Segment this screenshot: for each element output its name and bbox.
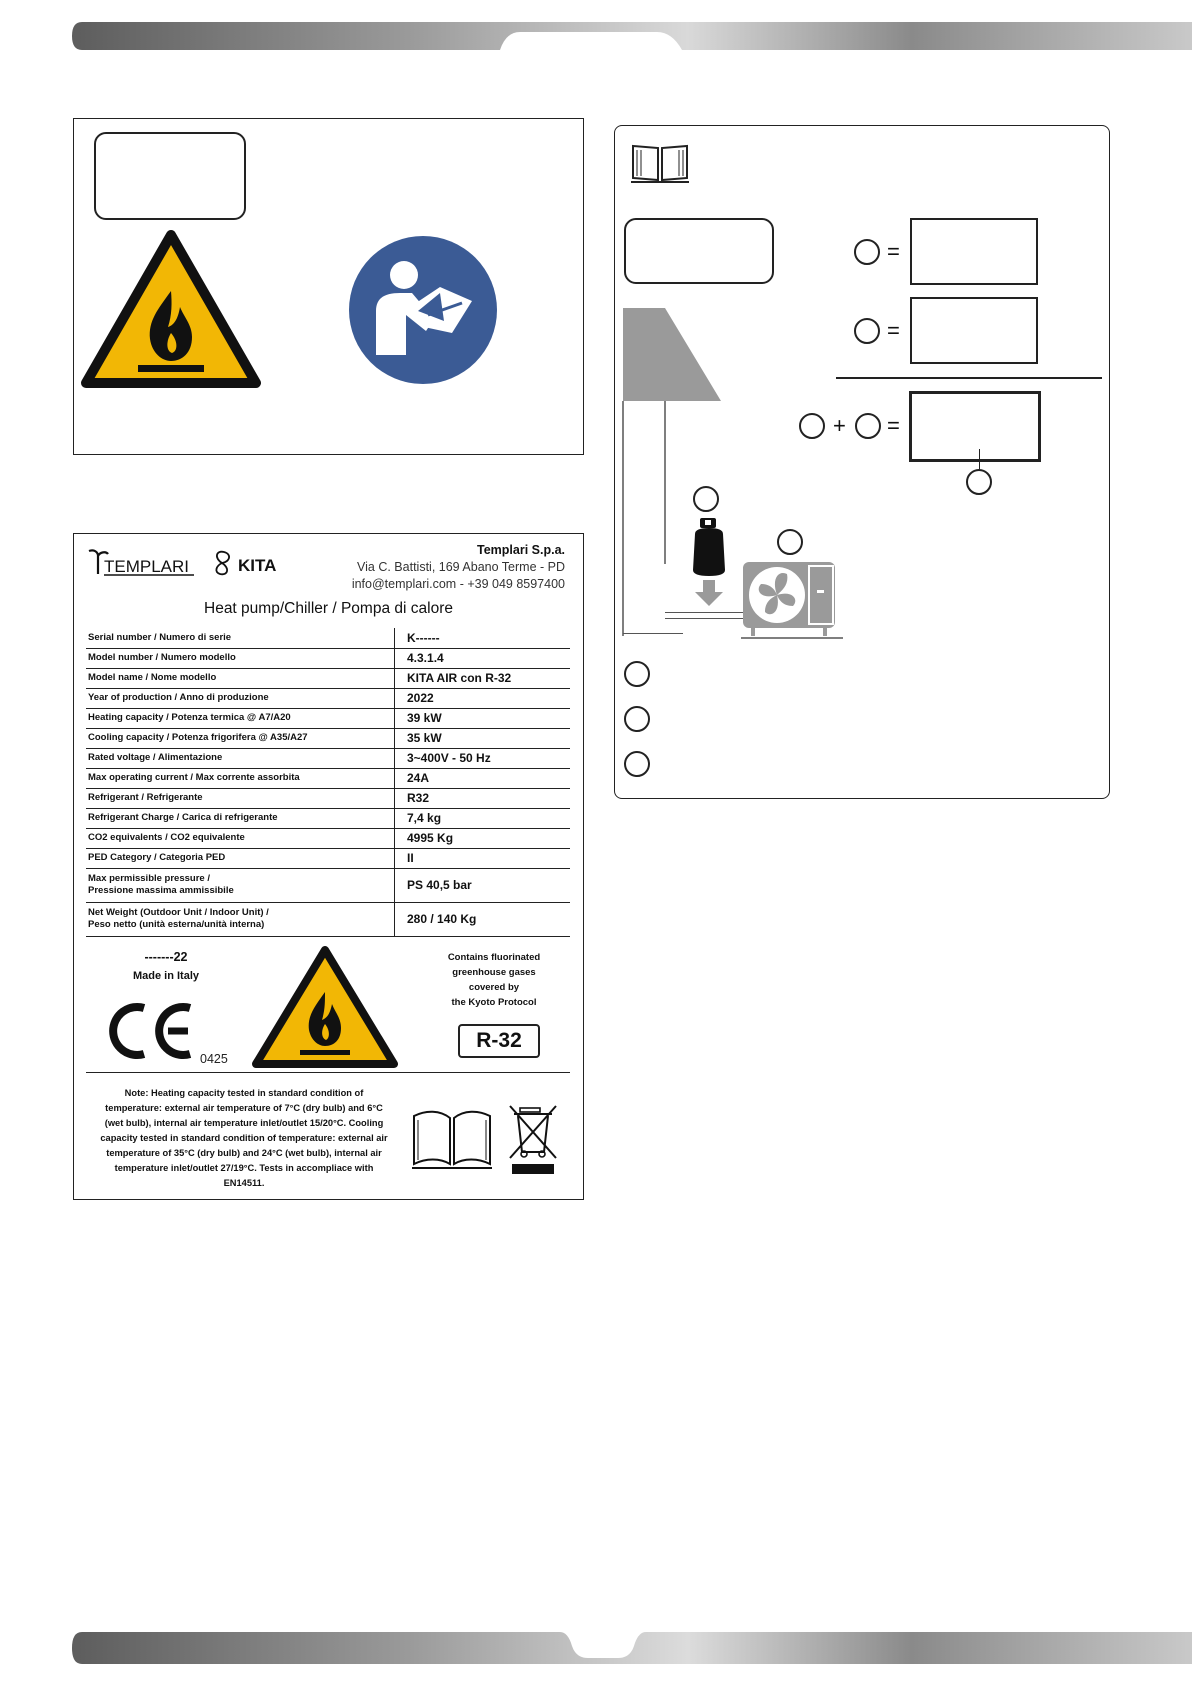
read-manual-icon <box>348 235 498 385</box>
table-row <box>86 648 570 668</box>
note-line: temperature of 35°C (dry bulb) and 24°C (wet bulb), internal air <box>106 1148 382 1158</box>
row-value: 4995 Kg <box>395 828 571 848</box>
row-value: 2022 <box>395 688 571 708</box>
row-label: Model number / Numero modello <box>86 648 395 668</box>
row-value: KITA AIR con R-32 <box>395 668 571 688</box>
fgas-line: the Kyoto Protocol <box>451 997 537 1008</box>
table-row <box>86 728 570 748</box>
row-value: K------ <box>395 628 571 648</box>
table-row <box>86 628 570 648</box>
table-row <box>86 828 570 848</box>
row-label: Refrigerant / Refrigerante <box>86 788 395 808</box>
row-value: 35 kW <box>395 728 571 748</box>
row-label: PED Category / Categoria PED <box>86 848 395 868</box>
row-label-line: Peso netto (unità esterna/unità interna) <box>88 919 265 930</box>
rating-nameplate <box>73 533 584 1200</box>
note-line: (wet bulb), internal air temperature inlet/outlet 15/20°C. Cooling <box>104 1118 384 1128</box>
row-label: Serial number / Numero di serie <box>86 628 395 648</box>
row-label-line: Max permissible pressure / <box>88 873 210 884</box>
note-line: temperature inlet/outlet 27/19°C. Tests in accompliace with <box>114 1163 374 1173</box>
row-label: Cooling capacity / Potenza frigorifera @ A35/A27 <box>86 728 395 748</box>
nameplate-title: Heat pump/Chiller / Pompa di calore <box>204 600 453 617</box>
notified-body-number: 0425 <box>200 1052 228 1066</box>
row-label: Max operating current / Max corrente assorbita <box>86 768 395 788</box>
equals-sign: = <box>887 239 900 264</box>
circle-marker <box>854 239 880 265</box>
fgas-line: covered by <box>468 982 520 993</box>
table-row <box>86 902 570 936</box>
made-in-italy: Made in Italy <box>132 970 200 982</box>
row-value: 7,4 kg <box>395 808 571 828</box>
row-label <box>86 868 395 902</box>
open-book-icon <box>410 1106 494 1170</box>
row-label: Rated voltage / Alimentazione <box>86 748 395 768</box>
table-row <box>86 708 570 728</box>
note-line: capacity tested in standard condition of temperature: external air <box>100 1133 388 1143</box>
company-contact: info@templari.com - +39 049 8597400 <box>351 577 565 591</box>
flammable-warning-icon <box>80 229 262 391</box>
nameplate-divider <box>86 1072 570 1073</box>
row-label: Refrigerant Charge / Carica di refrigerante <box>86 808 395 828</box>
equals-sign: = <box>887 413 900 438</box>
company-address: Via C. Battisti, 169 Abano Terme - PD <box>357 560 565 574</box>
legend-marker-2 <box>624 706 650 732</box>
table-row <box>86 848 570 868</box>
sum-line <box>836 377 1102 379</box>
row-label: Year of production / Anno di produzione <box>86 688 395 708</box>
kita-logo <box>206 548 296 578</box>
table-row <box>86 808 570 828</box>
row-label: CO2 equivalents / CO2 equivalente <box>86 828 395 848</box>
header-bar <box>72 22 1192 56</box>
serial-suffix: -------22 <box>144 950 188 964</box>
row-value: 24A <box>395 768 571 788</box>
row-label: Model name / Nome modello <box>86 668 395 688</box>
pipe-to-unit <box>665 612 745 613</box>
outdoor-unit-icon <box>741 560 843 640</box>
spec-table <box>86 628 570 937</box>
open-book-icon <box>629 140 691 186</box>
row-value: 280 / 140 Kg <box>395 902 571 936</box>
refrigerant-badge: R-32 <box>458 1024 540 1058</box>
svg-text:KITA: KITA <box>238 556 277 575</box>
plus-sign: + <box>833 413 846 438</box>
circle-marker <box>966 469 992 495</box>
row-value: II <box>395 848 571 868</box>
circle-marker <box>777 529 803 555</box>
templari-logo <box>86 548 198 578</box>
test-conditions-note <box>88 1086 400 1191</box>
crossed-bin-icon <box>506 1102 560 1178</box>
table-row <box>86 748 570 768</box>
pipe-to-unit-2 <box>665 618 745 619</box>
value-box <box>910 297 1038 364</box>
row-value: 4.3.1.4 <box>395 648 571 668</box>
footer-bar <box>72 1628 1192 1664</box>
table-row <box>86 768 570 788</box>
note-line: Note: Heating capacity tested in standard condition of <box>124 1088 364 1098</box>
circle-marker <box>693 486 719 512</box>
company-name: Templari S.p.a. <box>477 543 565 557</box>
fgas-line: Contains fluorinated <box>447 952 541 963</box>
pipe-bottom <box>623 633 683 634</box>
total-value-box <box>909 391 1041 462</box>
legend-marker-3 <box>624 751 650 777</box>
warning-panel <box>73 118 584 455</box>
table-row <box>86 788 570 808</box>
fgas-line: greenhouse gases <box>452 967 536 978</box>
note-line: temperature: external air temperature of 7°C (dry bulb) and 6°C <box>105 1103 383 1113</box>
row-value: PS 40,5 bar <box>395 868 571 902</box>
company-info <box>352 542 565 593</box>
circle-marker <box>854 318 880 344</box>
row-value: 3~400V - 50 Hz <box>395 748 571 768</box>
table-row <box>86 688 570 708</box>
row-label-line: Pressione massima ammissibile <box>88 885 234 896</box>
note-line: EN14511. <box>223 1178 265 1188</box>
value-box <box>910 218 1038 285</box>
label-box <box>624 218 774 284</box>
row-label <box>86 902 395 936</box>
refrigerant-cylinder-icon <box>687 516 731 608</box>
fgas-notice <box>426 950 562 1010</box>
row-label-line: Net Weight (Outdoor Unit / Indoor Unit) / <box>88 907 269 918</box>
charge-diagram-panel <box>614 125 1110 799</box>
ce-mark <box>104 1000 196 1062</box>
row-value: R32 <box>395 788 571 808</box>
total-pointer <box>979 449 980 469</box>
row-label: Heating capacity / Potenza termica @ A7/A20 <box>86 708 395 728</box>
label-box <box>94 132 246 220</box>
legend-marker-1 <box>624 661 650 687</box>
equals-sign: = <box>887 318 900 343</box>
row-value: 39 kW <box>395 708 571 728</box>
table-row <box>86 868 570 902</box>
circle-marker <box>855 413 881 439</box>
table-row <box>86 668 570 688</box>
flammable-warning-icon <box>250 944 400 1070</box>
svg-text:TEMPLARI: TEMPLARI <box>104 557 190 576</box>
